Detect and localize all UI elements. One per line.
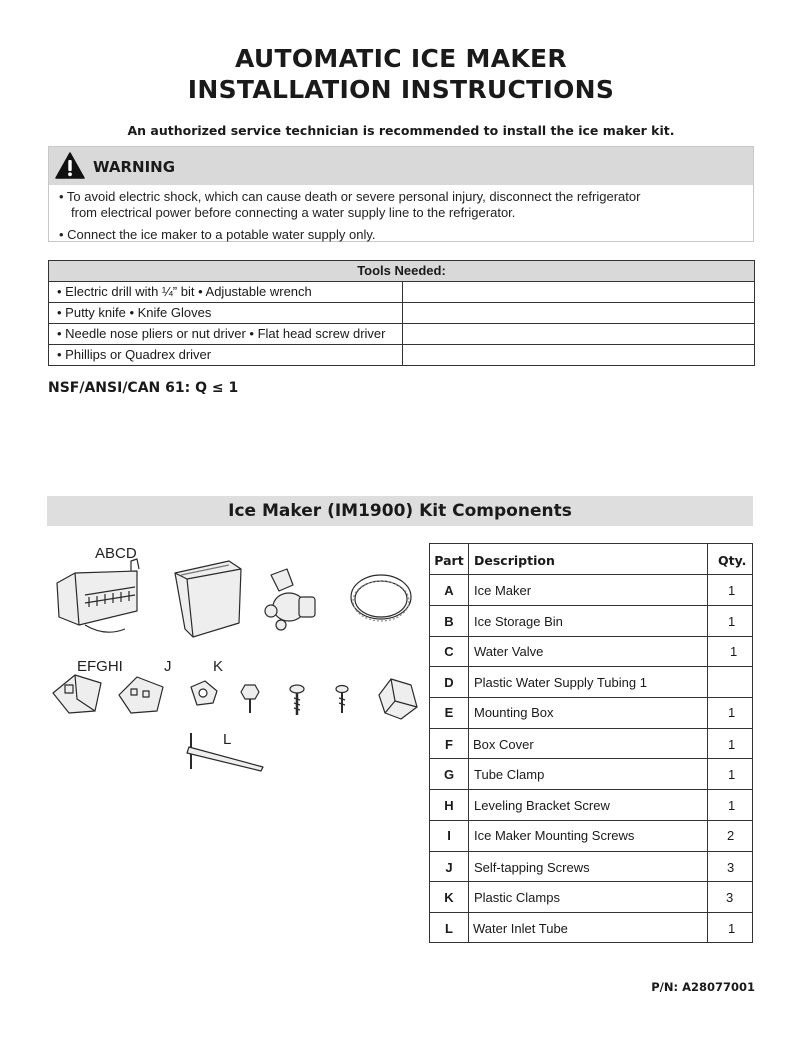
table-row-qty: 1 bbox=[728, 921, 736, 936]
table-row-qty: 1 bbox=[728, 614, 736, 629]
mounting-box-icon bbox=[53, 675, 101, 713]
tools-row: • Needle nose pliers or nut driver • Flat head screw driver bbox=[57, 326, 386, 341]
table-row-part: J bbox=[445, 860, 453, 875]
table-row-divider bbox=[430, 758, 752, 759]
table-row-divider bbox=[430, 728, 752, 729]
tools-table bbox=[48, 260, 755, 366]
table-row-qty: 2 bbox=[727, 828, 735, 843]
table-row-part: I bbox=[447, 828, 451, 843]
table-row-part: G bbox=[443, 767, 455, 782]
table-row-part: L bbox=[445, 921, 453, 936]
subtitle: An authorized service technician is recommended to install the ice maker kit. bbox=[127, 123, 675, 138]
warning-bullet-1-line-1: • To avoid electric shock, which can cause death or severe personal injury, disconnect the refrigerator bbox=[59, 189, 641, 204]
table-row-part: K bbox=[444, 890, 454, 905]
parts-table bbox=[429, 543, 753, 943]
table-row-description: Ice Maker Mounting Screws bbox=[474, 828, 635, 843]
table-row-divider bbox=[430, 605, 752, 606]
table-row-divider bbox=[430, 820, 752, 821]
table-row-divider bbox=[430, 912, 752, 913]
table-row-divider bbox=[430, 697, 752, 698]
table-row-qty: 1 bbox=[730, 644, 738, 659]
table-row-divider bbox=[430, 574, 752, 575]
table-row-qty: 1 bbox=[728, 767, 736, 782]
page-title-line1: AUTOMATIC ICE MAKER bbox=[235, 44, 567, 73]
table-row-qty: 1 bbox=[728, 705, 736, 720]
warning-box bbox=[48, 146, 754, 242]
ice-storage-bin-icon bbox=[175, 561, 241, 637]
screw-icon bbox=[241, 685, 259, 713]
table-row-description: Leveling Bracket Screw bbox=[474, 798, 610, 813]
kit-components-heading: Ice Maker (IM1900) Kit Components bbox=[47, 496, 753, 526]
table-row-qty: 1 bbox=[728, 737, 736, 752]
column-header-part: Part bbox=[434, 553, 464, 568]
table-row-part: C bbox=[444, 644, 454, 659]
table-row-qty: 1 bbox=[728, 798, 736, 813]
nsf-certification: NSF/ANSI/CAN 61: Q ≤ 1 bbox=[48, 380, 239, 396]
table-row-divider bbox=[430, 851, 752, 852]
table-row-part: D bbox=[444, 675, 454, 690]
tools-header: Tools Needed: bbox=[49, 261, 754, 282]
table-row-part: A bbox=[444, 583, 454, 598]
tools-row: • Phillips or Quadrex driver bbox=[57, 347, 212, 362]
screw-icon bbox=[336, 686, 348, 714]
label-efghi: EFGHI bbox=[77, 658, 123, 675]
table-row-description: Mounting Box bbox=[474, 705, 554, 720]
label-abcd: ABCD bbox=[95, 545, 137, 562]
table-row-divider bbox=[430, 881, 752, 882]
table-row-divider bbox=[430, 666, 752, 667]
table-row-description: Tube Clamp bbox=[474, 767, 545, 782]
table-row-description: Ice Storage Bin bbox=[474, 614, 563, 629]
table-column-divider bbox=[468, 544, 469, 942]
water-valve-icon bbox=[265, 569, 315, 630]
part-number: P/N: A28077001 bbox=[651, 980, 755, 994]
table-row-part: F bbox=[445, 737, 453, 752]
column-header-qty: Qty. bbox=[718, 553, 747, 568]
warning-title: WARNING bbox=[93, 158, 176, 176]
box-cover-icon bbox=[119, 677, 163, 713]
table-row-description: Ice Maker bbox=[474, 583, 532, 598]
water-tubing-coil-icon bbox=[351, 575, 411, 621]
table-row-part: E bbox=[444, 705, 454, 720]
table-row-description: Plastic Water Supply Tubing 1 bbox=[474, 675, 647, 690]
ice-maker-icon bbox=[57, 559, 139, 632]
screw-icon bbox=[290, 685, 304, 715]
table-row-description: Box Cover bbox=[473, 737, 534, 752]
page-title-line2: INSTALLATION INSTRUCTIONS bbox=[187, 75, 615, 104]
table-row-qty: 1 bbox=[728, 583, 736, 598]
table-row-qty: 3 bbox=[726, 890, 734, 905]
column-header-description: Description bbox=[474, 553, 555, 568]
table-row-description: Water Inlet Tube bbox=[473, 921, 568, 936]
tube-clamp-icon bbox=[191, 681, 217, 705]
warning-header bbox=[49, 147, 753, 185]
tools-row: • Putty knife • Knife Gloves bbox=[57, 305, 212, 320]
table-row-part: B bbox=[444, 614, 454, 629]
water-inlet-tube-icon bbox=[187, 733, 263, 771]
plastic-clamp-icon bbox=[379, 679, 417, 719]
tools-row: • Electric drill with ¼” bit • Adjustable wrench bbox=[57, 284, 312, 299]
label-l: L bbox=[223, 731, 232, 748]
label-j: J bbox=[164, 658, 172, 675]
kit-components-illustration bbox=[45, 545, 425, 785]
table-row-divider bbox=[430, 636, 752, 637]
warning-triangle-icon bbox=[55, 152, 85, 180]
table-row-qty: 3 bbox=[727, 860, 735, 875]
warning-bullet-1-line-2: from electrical power before connecting a water supply line to the refrigerator. bbox=[71, 205, 516, 220]
label-k: K bbox=[213, 658, 224, 675]
warning-bullet-2: • Connect the ice maker to a potable water supply only. bbox=[59, 227, 376, 242]
table-column-divider bbox=[402, 282, 403, 365]
table-column-divider bbox=[707, 544, 708, 942]
table-row-description: Self-tapping Screws bbox=[474, 860, 590, 875]
table-row-description: Plastic Clamps bbox=[474, 890, 560, 905]
table-row-part: H bbox=[444, 798, 454, 813]
table-row-description: Water Valve bbox=[474, 644, 544, 659]
table-row-divider bbox=[430, 789, 752, 790]
